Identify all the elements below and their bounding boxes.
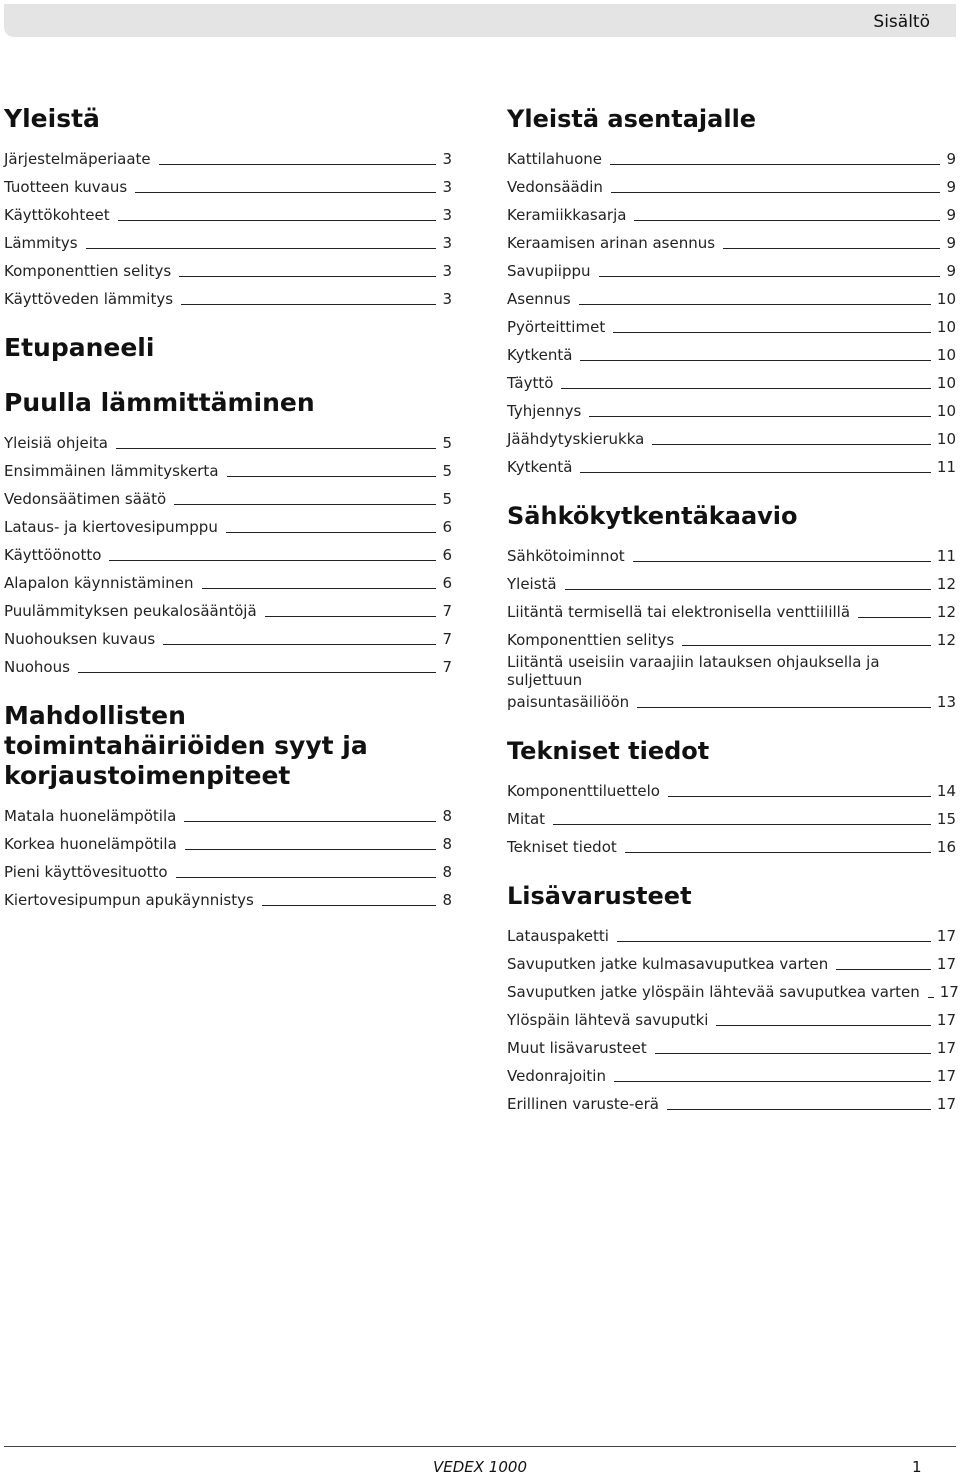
toc-entry-title: Alapalon käynnistäminen [4, 574, 194, 592]
toc-entry-page: 17 [936, 1039, 956, 1057]
toc-entry-title: Korkea huonelämpötila [4, 835, 177, 853]
leader-line [928, 997, 934, 998]
toc-entry-page: 8 [442, 807, 452, 825]
toc-entry-title: Vedonsäätimen säätö [4, 490, 167, 508]
toc-entry-page: 6 [442, 518, 452, 536]
toc-entry[interactable] [4, 825, 452, 853]
toc-entry-page: 10 [936, 402, 956, 420]
toc-entry-title: Pieni käyttövesituotto [4, 863, 168, 881]
section-title: Yleistä [4, 104, 100, 133]
toc-entry-page: 6 [442, 574, 452, 592]
leader-line [625, 852, 931, 853]
toc-entry-title-cont: paisuntasäiliöön [507, 693, 630, 711]
leader-line [617, 941, 931, 942]
toc-entry[interactable] [4, 480, 452, 508]
toc-entry-page: 3 [442, 262, 452, 280]
toc-entry-title: Kytkentä [507, 458, 573, 476]
toc-entry-title: Komponenttien selitys [507, 631, 675, 649]
toc-entry[interactable] [4, 592, 452, 620]
toc-section [507, 736, 956, 856]
section-title: Etupaneeli [4, 333, 155, 362]
toc-entry-page: 7 [442, 658, 452, 676]
toc-entry[interactable] [507, 280, 956, 308]
toc-entry-title: Kytkentä [507, 346, 573, 364]
toc-entry[interactable] [507, 336, 956, 364]
toc-entry-page: 17 [936, 1011, 956, 1029]
toc-entry-title: Kiertovesipumpun apukäynnistys [4, 891, 254, 909]
toc-entry-title: Erillinen varuste-erä [507, 1095, 659, 1113]
leader-line [716, 1025, 930, 1026]
toc-entry-page: 13 [936, 693, 956, 711]
toc-entry-title: Tekniset tiedot [507, 838, 617, 856]
toc-right-column [507, 104, 959, 1113]
toc-entry-page: 9 [946, 262, 956, 280]
section-title: Puulla lämmittäminen [4, 388, 315, 417]
toc-entry-page: 11 [936, 458, 956, 476]
leader-line [610, 164, 940, 165]
toc-entry[interactable] [4, 280, 452, 308]
leader-line [858, 617, 931, 618]
toc-entry-title: Pyörteittimet [507, 318, 606, 336]
leader-line [262, 905, 437, 906]
toc-entry[interactable] [507, 828, 956, 856]
toc-entry-title: Puulämmityksen peukalosääntöjä [4, 602, 257, 620]
leader-line [184, 821, 436, 822]
toc-entry-page: 14 [936, 782, 956, 800]
toc-entry-title: Käyttöveden lämmitys [4, 290, 174, 308]
toc-section [507, 501, 956, 711]
toc-entry-page: 9 [946, 178, 956, 196]
section-title: Yleistä asentajalle [507, 105, 757, 133]
toc-entry-page: 9 [946, 206, 956, 224]
toc-entry-page: 17 [936, 927, 956, 945]
toc-entry-page: 10 [936, 374, 956, 392]
toc-entry[interactable] [507, 140, 956, 168]
toc-entry[interactable] [507, 621, 956, 649]
leader-line [668, 796, 931, 797]
leader-line [667, 1109, 931, 1110]
leader-line [86, 248, 437, 249]
toc-entry-page: 11 [936, 547, 956, 565]
toc-entry-title: Vedonrajoitin [507, 1067, 606, 1085]
toc-entry[interactable] [507, 945, 956, 973]
toc-entry-page: 9 [946, 234, 956, 252]
toc-entry-title: Latauspaketti [507, 927, 609, 945]
toc-entry-title: Jäähdytyskierukka [507, 430, 645, 448]
toc-entry[interactable] [507, 224, 956, 252]
toc-entry-page: 3 [442, 150, 452, 168]
toc-entry[interactable] [507, 593, 956, 621]
toc-entry[interactable] [507, 252, 956, 280]
section-title: Lisävarusteet [507, 882, 692, 910]
toc-entry[interactable] [507, 973, 959, 1001]
leader-line [655, 1053, 931, 1054]
toc-entry-title: Lataus- ja kiertovesipumppu [4, 518, 218, 536]
toc-entry-page: 3 [442, 178, 452, 196]
toc-entry-title: Nuohouksen kuvaus [4, 630, 156, 648]
toc-entry-title: Keraamisen arinan asennus [507, 234, 716, 252]
toc-entry-title: Matala huonelämpötila [4, 807, 177, 825]
toc-entry[interactable] [507, 565, 956, 593]
toc-entry[interactable] [507, 1057, 956, 1085]
toc-entry-page: 15 [936, 810, 956, 828]
toc-entry[interactable] [4, 196, 452, 224]
toc-entry-title: Käyttökohteet [4, 206, 110, 224]
toc-entry[interactable] [507, 917, 956, 945]
toc-entry[interactable] [4, 168, 452, 196]
toc-entry[interactable] [507, 1085, 956, 1113]
leader-line [109, 560, 436, 561]
toc-entry-page: 5 [442, 490, 452, 508]
toc-entry[interactable] [507, 420, 956, 448]
toc-entry-page: 16 [936, 838, 956, 856]
leader-line [185, 849, 437, 850]
toc-entry[interactable] [507, 168, 956, 196]
toc-entry[interactable] [4, 508, 452, 536]
toc-entry-page: 17 [936, 955, 956, 973]
toc-section [507, 104, 956, 476]
toc-entry-title: Liitäntä termisellä tai elektronisella venttiilillä [507, 603, 851, 621]
footer-brand: VEDEX 1000 [433, 1458, 527, 1476]
toc-entry-page: 5 [442, 462, 452, 480]
toc-entry-title: Ylöspäin lähtevä savuputki [507, 1011, 709, 1029]
leader-line [637, 707, 931, 708]
toc-entry-title: Asennus [507, 290, 571, 308]
toc-entry-title: Keramiikkasarja [507, 206, 627, 224]
toc-entry-title: Lämmitys [4, 234, 78, 252]
leader-line [589, 416, 931, 417]
toc-entry[interactable] [4, 881, 452, 909]
toc-entry[interactable] [4, 564, 452, 592]
leader-line [163, 644, 436, 645]
leader-line [579, 304, 931, 305]
toc-entry[interactable] [507, 1001, 956, 1029]
toc-entry-title: Komponenttien selitys [4, 262, 172, 280]
toc-entry[interactable] [4, 536, 452, 564]
toc-entry-title: Sähkötoiminnot [507, 547, 625, 565]
toc-entry-page: 12 [936, 575, 956, 593]
leader-line [226, 532, 437, 533]
toc-entry[interactable] [507, 448, 956, 476]
leader-line [634, 220, 940, 221]
section-title: Sähkökytkentäkaavio [507, 502, 798, 530]
toc-entry[interactable] [4, 224, 452, 252]
toc-entry-title: Järjestelmäperiaate [4, 150, 151, 168]
toc-section [4, 104, 452, 308]
toc-entry-page: 3 [442, 290, 452, 308]
section-title: Tekniset tiedot [507, 737, 710, 765]
toc-entry[interactable] [4, 620, 452, 648]
leader-line [176, 877, 437, 878]
toc-entry-page: 8 [442, 891, 452, 909]
toc-entry[interactable] [4, 797, 452, 825]
toc-entry-title: Savuputken jatke kulmasavuputkea varten [507, 955, 829, 973]
toc-entry-title: Komponenttiluettelo [507, 782, 660, 800]
footer-divider [4, 1446, 956, 1447]
leader-line [836, 969, 931, 970]
section-title: Mahdollisten toimintahäiriöiden syyt ja korjaustoimenpiteet [4, 701, 368, 790]
toc-entry[interactable] [4, 648, 452, 676]
toc-entry-page: 8 [442, 835, 452, 853]
toc-entry[interactable] [507, 772, 956, 800]
leader-line [613, 332, 931, 333]
toc-entry-page: 5 [442, 434, 452, 452]
toc-entry-title: Yleisiä ohjeita [4, 434, 108, 452]
toc-entry-title: Muut lisävarusteet [507, 1039, 647, 1057]
leader-line [159, 164, 437, 165]
toc-entry[interactable] [507, 800, 956, 828]
leader-line [633, 561, 931, 562]
leader-line [611, 192, 941, 193]
toc-entry-title: Kattilahuone [507, 150, 602, 168]
leader-line [116, 448, 436, 449]
toc-entry[interactable] [4, 140, 452, 168]
toc-entry[interactable] [4, 252, 452, 280]
leader-line [135, 192, 436, 193]
toc-entry[interactable] [4, 424, 452, 452]
toc-entry-title: Tyhjennys [507, 402, 582, 420]
leader-line [181, 304, 436, 305]
leader-line [580, 360, 930, 361]
leader-line [652, 444, 931, 445]
toc-entry-page: 17 [936, 1095, 956, 1113]
leader-line [118, 220, 437, 221]
leader-line [174, 504, 436, 505]
leader-line [179, 276, 436, 277]
toc-entry-page: 10 [936, 290, 956, 308]
toc-entry-title: Ensimmäinen lämmityskerta [4, 462, 219, 480]
toc-entry-title: Liitäntä useisiin varaajiin latauksen ohjauksella ja suljettuun [507, 653, 880, 689]
toc-entry-page: 17 [939, 983, 959, 1001]
leader-line [553, 824, 931, 825]
toc-entry-page: 3 [442, 206, 452, 224]
toc-entry-page: 3 [442, 234, 452, 252]
toc-entry-title: Yleistä [507, 575, 557, 593]
toc-entry-page: 7 [442, 602, 452, 620]
toc-left-column [4, 104, 452, 909]
toc-entry-title: Savuputken jatke ylöspäin lähtevää savuputkea varten [507, 983, 920, 1001]
toc-entry[interactable] [507, 364, 956, 392]
toc-entry-title: Savupiippu [507, 262, 591, 280]
toc-entry-page: 7 [442, 630, 452, 648]
toc-entry[interactable] [4, 853, 452, 881]
toc-entry-title: Nuohous [4, 658, 70, 676]
toc-entry-title: Vedonsäädin [507, 178, 603, 196]
toc-entry[interactable] [4, 452, 452, 480]
leader-line [265, 616, 437, 617]
leader-line [78, 672, 437, 673]
leader-line [682, 645, 931, 646]
toc-section [4, 333, 452, 363]
toc-entry[interactable] [507, 308, 956, 336]
toc-entry-page: 10 [936, 430, 956, 448]
toc-entry-title: Täyttö [507, 374, 554, 392]
toc-entry-title: Mitat [507, 810, 546, 828]
header-title: Sisältö [873, 12, 930, 32]
toc-entry[interactable] [507, 196, 956, 224]
footer-page-number: 1 [912, 1458, 922, 1476]
toc-entry-page: 10 [936, 318, 956, 336]
toc-entry-page: 9 [946, 150, 956, 168]
toc-entry[interactable] [507, 392, 956, 420]
leader-line [723, 248, 940, 249]
toc-entry-page: 10 [936, 346, 956, 364]
toc-entry-title: Käyttöönotto [4, 546, 102, 564]
header-bar [4, 4, 956, 37]
toc-entry[interactable] [507, 537, 956, 565]
toc-entry-page: 12 [936, 603, 956, 621]
toc-entry-page: 6 [442, 546, 452, 564]
leader-line [565, 589, 931, 590]
toc-section [4, 388, 452, 676]
toc-entry-page: 17 [936, 1067, 956, 1085]
leader-line [202, 588, 437, 589]
leader-line [614, 1081, 931, 1082]
leader-line [561, 388, 930, 389]
toc-entry[interactable] [507, 649, 956, 711]
toc-entry-page: 8 [442, 863, 452, 881]
toc-entry[interactable] [507, 1029, 956, 1057]
leader-line [580, 472, 930, 473]
toc-entry-title: Tuotteen kuvaus [4, 178, 128, 196]
toc-section [507, 881, 959, 1113]
leader-line [599, 276, 941, 277]
leader-line [227, 476, 437, 477]
toc-entry-page: 12 [936, 631, 956, 649]
toc-section [4, 701, 452, 909]
